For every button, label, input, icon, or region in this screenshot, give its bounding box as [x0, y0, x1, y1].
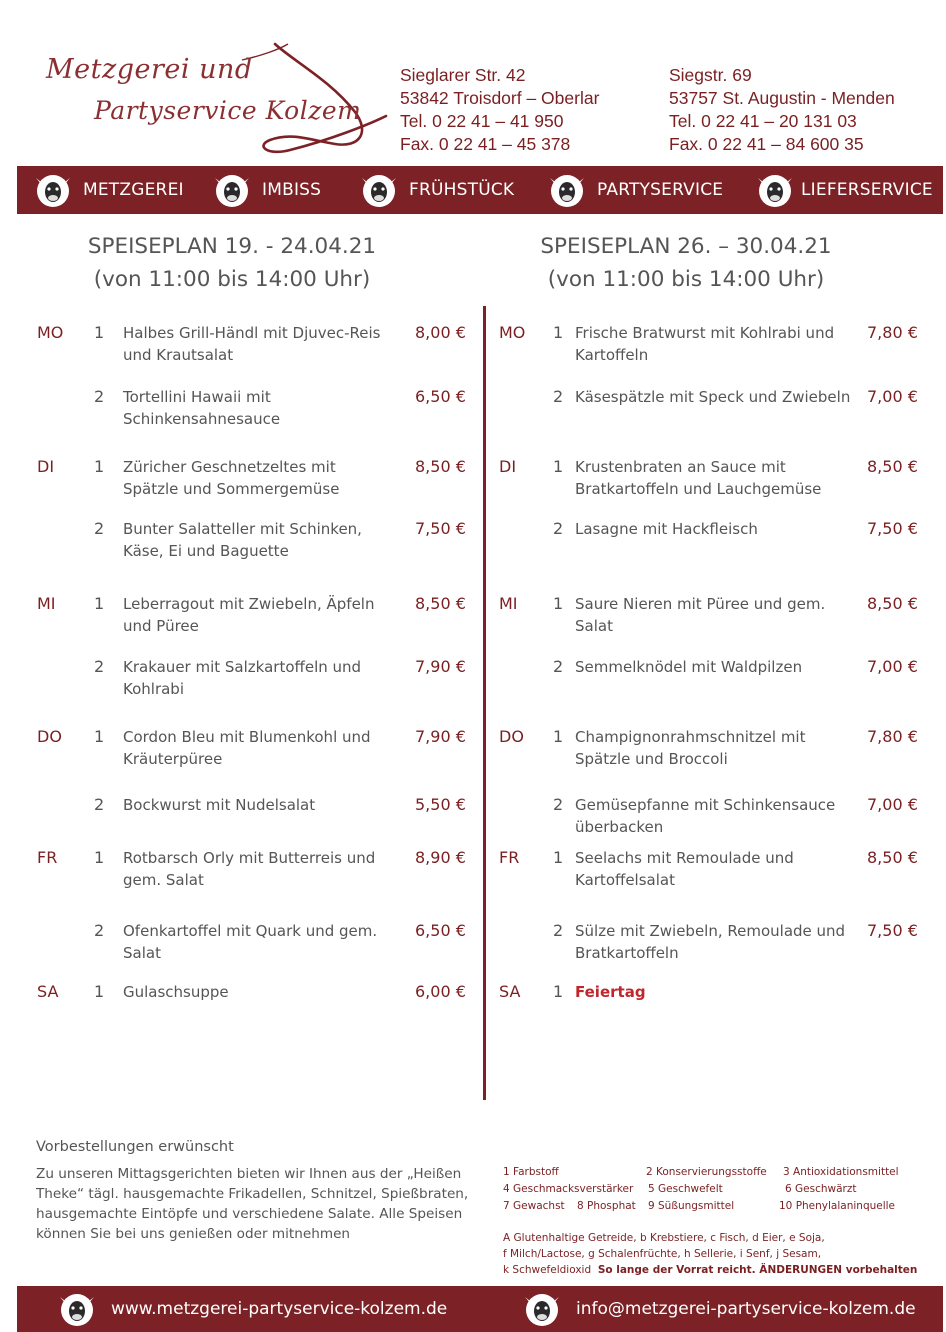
- email-address[interactable]: info@metzgerei-partyservice-kolzem.de: [576, 1299, 916, 1319]
- holiday-label: Feiertag: [575, 983, 646, 1001]
- dish-price: 7,00 €: [867, 387, 918, 406]
- preorder-note-title: Vorbestellungen erwünscht: [36, 1139, 234, 1155]
- dish-name: Bockwurst mit Nudelsalat: [123, 796, 316, 814]
- dish-price: 5,50 €: [415, 795, 466, 814]
- dish-name: Saure Nieren mit Püree und gem. Salat: [575, 595, 826, 635]
- dish-number: 1: [553, 457, 564, 476]
- address-line: 53757 St. Augustin - Menden: [669, 88, 895, 108]
- menu-week2-heading: [476, 230, 896, 296]
- allergens-legend: [503, 1230, 923, 1278]
- dish-name: Käsespätzle mit Speck und Zwiebeln: [575, 388, 851, 406]
- cow-head-icon: [212, 170, 252, 210]
- dish-name: Bunter Salatteller mit Schinken, Käse, Ei und Baguette: [123, 520, 362, 560]
- fax-line: Fax. 0 22 41 – 45 378: [400, 134, 571, 154]
- dish-name: Halbes Grill-Händl mit Djuvec-Reis und Krautsalat: [123, 324, 381, 364]
- dish-price: 7,50 €: [867, 519, 918, 538]
- category-lieferservice: [755, 166, 933, 214]
- dish-name: Gulaschsuppe: [123, 983, 229, 1001]
- dish-price: 7,00 €: [867, 657, 918, 676]
- phone-line: Tel. 0 22 41 – 41 950: [400, 111, 564, 131]
- category-label: FRÜHSTÜCK: [409, 180, 515, 200]
- dish-name: Semmelknödel mit Waldpilzen: [575, 658, 803, 676]
- cow-head-icon: [57, 1289, 97, 1329]
- dish-number: 1: [553, 323, 564, 342]
- dish-name: Krustenbraten an Sauce mit Bratkartoffeln und Lauchgemüse: [575, 458, 822, 498]
- category-band: [17, 166, 943, 214]
- menu-hours: (von 11:00 bis 14:00 Uhr): [93, 267, 371, 292]
- allergen-line: A Glutenhaltige Getreide, b Krebstiere, c Fisch, d Eier, e Soja,: [503, 1232, 825, 1244]
- dish-name: Cordon Bleu mit Blumenkohl und Kräuterpüree: [123, 728, 371, 768]
- category-label: LIEFERSERVICE: [801, 180, 933, 200]
- dish-name: Ofenkartoffel mit Quark und gem. Salat: [123, 922, 378, 962]
- dish-number: 2: [553, 795, 564, 814]
- additive-item: 9 Süßungsmittel: [648, 1200, 735, 1212]
- dish-number: 2: [94, 795, 105, 814]
- weekday: MO: [499, 323, 526, 342]
- address-line: Sieglarer Str. 42: [400, 65, 526, 85]
- category-metzgerei: [33, 166, 184, 214]
- dish-number: 2: [553, 519, 564, 538]
- allergen-line: k Schwefeldioxid: [503, 1264, 592, 1276]
- cow-head-icon: [359, 170, 399, 210]
- additive-item: 10 Phenylalaninquelle: [779, 1200, 896, 1212]
- category-imbiss: [212, 166, 321, 214]
- contact-band: [17, 1286, 943, 1332]
- address-line: Siegstr. 69: [669, 65, 752, 85]
- dish-price: 8,50 €: [867, 848, 918, 867]
- category-fruehstueck: [359, 166, 514, 214]
- dish-name: Seelachs mit Remoulade und Kartoffelsalat: [575, 849, 794, 889]
- dish-number: 2: [553, 657, 564, 676]
- additive-item: 5 Geschwefelt: [648, 1183, 723, 1195]
- dish-name: Sülze mit Zwiebeln, Remoulade und Bratkartoffeln: [575, 922, 846, 962]
- category-label: METZGEREI: [83, 180, 184, 200]
- dish-price: 7,80 €: [867, 727, 918, 746]
- dish-price: 8,50 €: [415, 594, 466, 613]
- dish-number: 1: [94, 457, 105, 476]
- weekday: DI: [37, 457, 55, 476]
- weekday: MO: [37, 323, 64, 342]
- dish-name: Leberragout mit Zwiebeln, Äpfeln und Püree: [123, 595, 375, 635]
- dish-number: 2: [94, 519, 105, 538]
- column-divider: [483, 306, 486, 1100]
- email-link[interactable]: [522, 1286, 916, 1332]
- dish-number: 2: [94, 921, 105, 940]
- dish-number: 1: [553, 982, 564, 1001]
- dish-number: 1: [94, 727, 105, 746]
- website-link[interactable]: [57, 1286, 447, 1332]
- additive-item: 7 Gewachst: [503, 1200, 565, 1212]
- dish-price: 6,50 €: [415, 387, 466, 406]
- dish-number: 1: [553, 727, 564, 746]
- dish-price: 8,90 €: [415, 848, 466, 867]
- dish-name: Tortellini Hawaii mit Schinkensahnesauce: [123, 388, 281, 428]
- dish-number: 2: [94, 657, 105, 676]
- additive-item: 6 Geschwärzt: [785, 1183, 857, 1195]
- dish-name: Krakauer mit Salzkartoffeln und Kohlrabi: [123, 658, 362, 698]
- logo: [30, 40, 400, 160]
- dish-price: 7,80 €: [867, 323, 918, 342]
- dish-price: 8,00 €: [415, 323, 466, 342]
- dish-number: 2: [553, 387, 564, 406]
- weekday: MI: [499, 594, 518, 613]
- dish-price: 8,50 €: [867, 594, 918, 613]
- address-st-augustin: [669, 64, 895, 156]
- phone-line: Tel. 0 22 41 – 20 131 03: [669, 111, 857, 131]
- dish-number: 1: [94, 323, 105, 342]
- dish-number: 1: [94, 848, 105, 867]
- category-label: PARTYSERVICE: [597, 180, 724, 200]
- weekday: SA: [499, 982, 521, 1001]
- category-partyservice: [547, 166, 723, 214]
- dish-price: 7,90 €: [415, 657, 466, 676]
- dish-price: 7,90 €: [415, 727, 466, 746]
- dish-name: Züricher Geschnetzeltes mit Spätzle und Sommergemüse: [123, 458, 340, 498]
- additive-item: 3 Antioxidationsmittel: [783, 1166, 899, 1178]
- address-line: 53842 Troisdorf – Oberlar: [400, 88, 600, 108]
- dish-name: Frische Bratwurst mit Kohlrabi und Kartoffeln: [575, 324, 835, 364]
- dish-number: 1: [94, 594, 105, 613]
- preorder-note-body: Zu unseren Mittagsgerichten bieten wir Ihnen aus der „Heißen Theke“ tägl. hausgemachte Frikadellen, Schnitzel, Spießbraten, hausgemachte Eintöpfe und verschiedene Salate. Alle Speisen können Sie bei uns genießen oder mitnehmen: [36, 1166, 469, 1242]
- dish-price: 7,00 €: [867, 795, 918, 814]
- website-url[interactable]: www.metzgerei-partyservice-kolzem.de: [111, 1299, 448, 1319]
- menu-week1-heading: [22, 230, 442, 296]
- menu-title: SPEISEPLAN 19. - 24.04.21: [87, 234, 377, 259]
- weekday: DO: [37, 727, 62, 746]
- dish-name: Rotbarsch Orly mit Butterreis und gem. Salat: [123, 849, 376, 889]
- allergen-line-last: [503, 1262, 923, 1278]
- weekday: DO: [499, 727, 524, 746]
- cow-head-icon: [755, 170, 795, 210]
- cow-head-icon: [547, 170, 587, 210]
- dish-price: 7,50 €: [867, 921, 918, 940]
- menu-title: SPEISEPLAN 26. – 30.04.21: [540, 234, 832, 259]
- additive-item: 4 Geschmacksverstärker: [503, 1183, 634, 1195]
- dish-price: 6,50 €: [415, 921, 466, 940]
- cow-head-icon: [522, 1289, 562, 1329]
- allergen-line: f Milch/Lactose, g Schalenfrüchte, h Sellerie, i Senf, j Sesam,: [503, 1248, 822, 1260]
- category-label: IMBISS: [262, 180, 322, 200]
- dish-price: 8,50 €: [415, 457, 466, 476]
- dish-name: Champignonrahmschnitzel mit Spätzle und Broccoli: [575, 728, 806, 768]
- dish-number: 2: [553, 921, 564, 940]
- weekday: SA: [37, 982, 59, 1001]
- dish-number: 1: [553, 848, 564, 867]
- logo-line-2: Partyservice Kolzem: [94, 96, 362, 125]
- dish-name: Gemüsepfanne mit Schinkensauce überbacken: [575, 796, 836, 836]
- fax-line: Fax. 0 22 41 – 84 600 35: [669, 134, 864, 154]
- dish-number: 1: [553, 594, 564, 613]
- menu-hours: (von 11:00 bis 14:00 Uhr): [547, 267, 825, 292]
- weekday: DI: [499, 457, 517, 476]
- logo-line-1: Metzgerei und: [46, 54, 253, 85]
- dish-name: Lasagne mit Hackfleisch: [575, 520, 758, 538]
- dish-price: 6,00 €: [415, 982, 466, 1001]
- dish-number: 2: [94, 387, 105, 406]
- address-troisdorf: [400, 64, 599, 156]
- cow-head-icon: [33, 170, 73, 210]
- weekday: FR: [499, 848, 520, 867]
- additive-item: 8 Phosphat: [577, 1200, 636, 1212]
- dish-price: 8,50 €: [867, 457, 918, 476]
- weekday: MI: [37, 594, 56, 613]
- weekday: FR: [37, 848, 58, 867]
- dish-price: 7,50 €: [415, 519, 466, 538]
- dish-number: 1: [94, 982, 105, 1001]
- availability-notice: So lange der Vorrat reicht. ÄNDERUNGEN vorbehalten: [597, 1264, 918, 1276]
- additive-item: 2 Konservierungsstoffe: [646, 1166, 767, 1178]
- additive-item: 1 Farbstoff: [503, 1166, 559, 1178]
